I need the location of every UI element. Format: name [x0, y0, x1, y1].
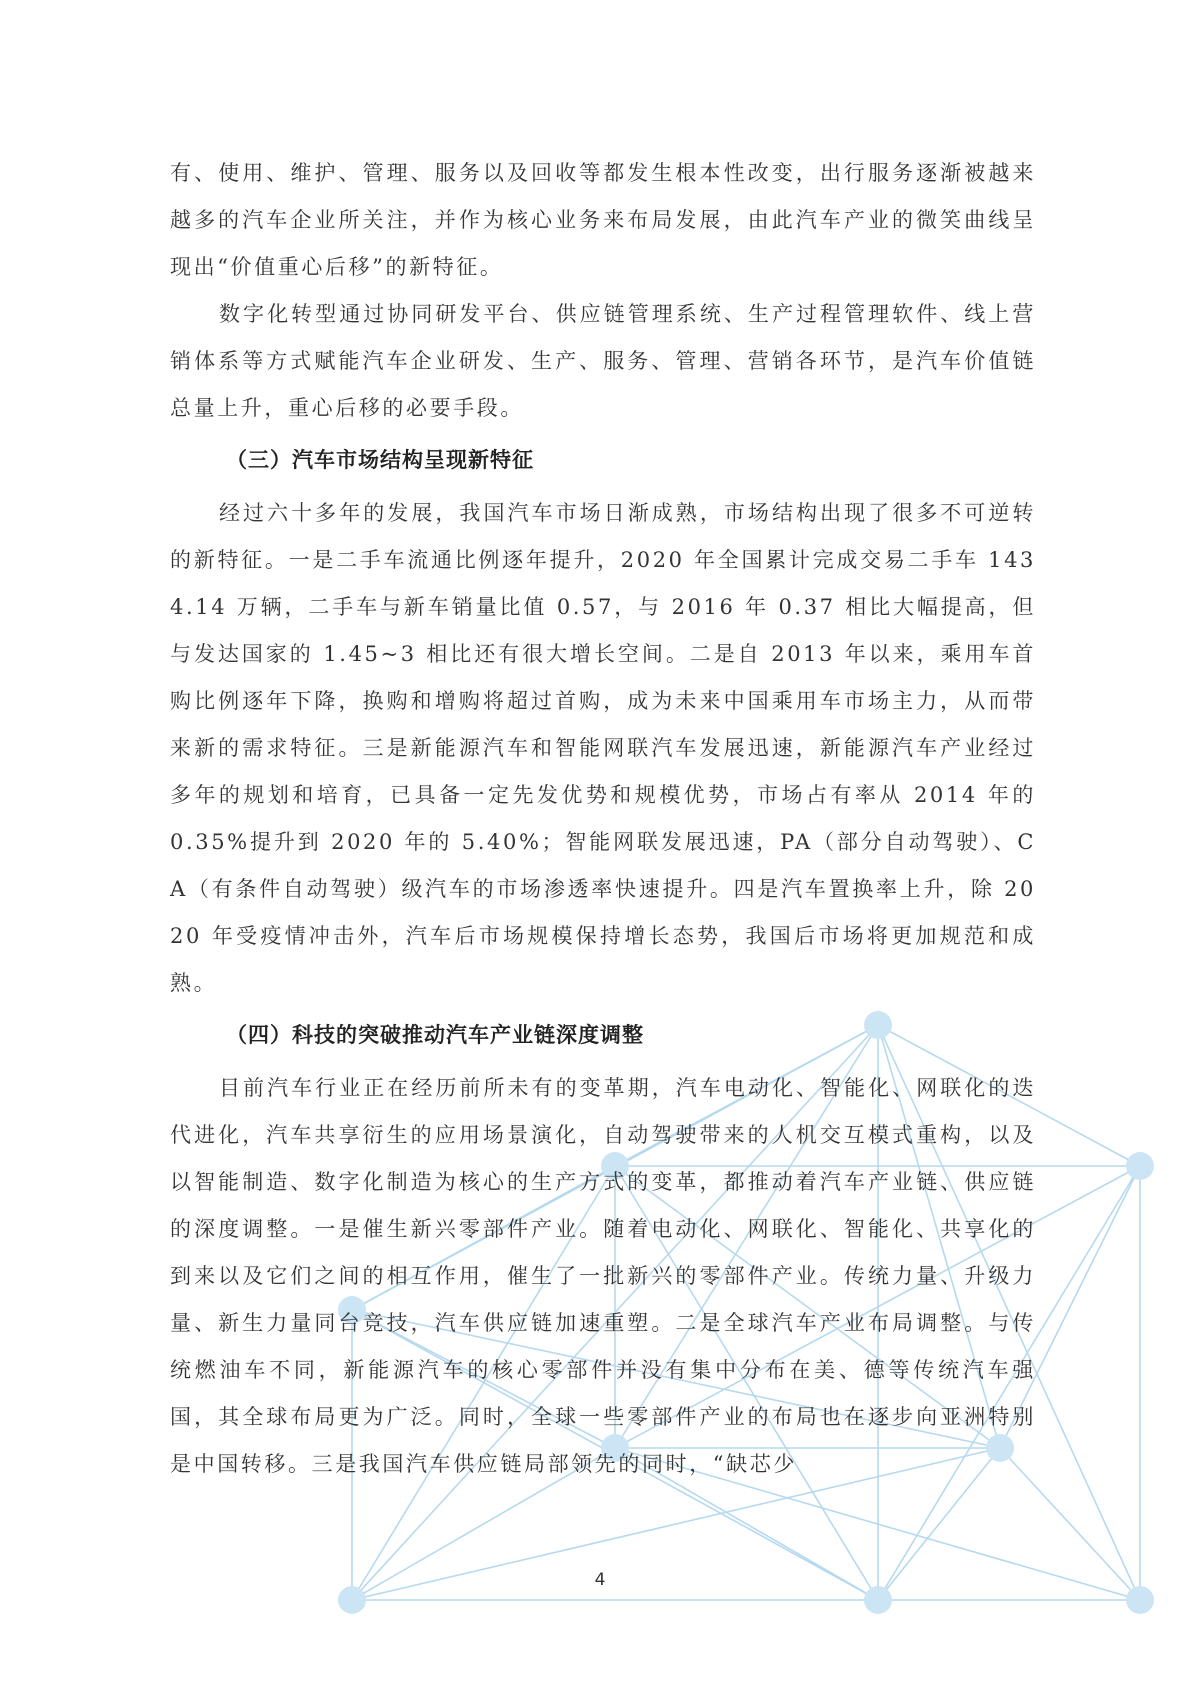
paragraph-continuation: 有、使用、维护、管理、服务以及回收等都发生根本性改变，出行服务逐渐被越来越多的汽车企业所关注，并作为核心业务来布局发展，由此汽车产业的微笑曲线呈现出“价值重心后移”的新特征。: [170, 161, 1036, 279]
network-node: [864, 1586, 892, 1614]
network-node: [1126, 1586, 1154, 1614]
section-heading-4: （四）科技的突破推动汽车产业链深度调整: [226, 1023, 644, 1047]
network-node: [1126, 1152, 1154, 1180]
section-heading-3: （三）汽车市场结构呈现新特征: [226, 448, 534, 472]
page-number: 4: [594, 1570, 606, 1590]
network-node: [338, 1586, 366, 1614]
paragraph-industry-chain: 目前汽车行业正在经历前所未有的变革期，汽车电动化、智能化、网联化的迭代进化，汽车共享衍生的应用场景演化，自动驾驶带来的人机交互模式重构，以及以智能制造、数字化制造为核心的生产方式的变革，都推动着汽车产业链、供应链的深度调整。一是催生新兴零部件产业。随着电动化、网联化、智能化、共享化的到来以及它们之间的相互作用，催生了一批新兴的零部件产业。传统力量、升级力量、新生力量同台竞技，汽车供应链加速重塑。二是全球汽车产业布局调整。与传统燃油车不同，新能源汽车的核心零部件并没有集中分布在美、德等传统汽车强国，其全球布局更为广泛。同时，全球一些零部件产业的布局也在逐步向亚洲特别是中国转移。三是我国汽车供应链局部领先的同时，“缺芯少: [170, 1076, 1036, 1476]
paragraph-market-structure: 经过六十多年的发展，我国汽车市场日渐成熟，市场结构出现了很多不可逆转的新特征。一是二手车流通比例逐年提升，2020 年全国累计完成交易二手车 1434.14 万辆，二手车与新车销量比值 0.57，与 2016 年 0.37 相比大幅提高，但与发达国家的 1.45~3 相比还有很大增长空间。二是自 2013 年以来，乘用车首购比例逐年下降，换购和增购将超过首购，成为未来中国乘用车市场主力，从而带来新的需求特征。三是新能源汽车和智能网联汽车发展迅速，新能源汽车产业经过多年的规划和培育，已具备一定先发优势和规模优势，市场占有率从 2014 年的 0.35%提升到 2020 年的 5.40%；智能网联发展迅速，PA（部分自动驾驶）、CA（有条件自动驾驶）级汽车的市场渗透率快速提升。四是汽车置换率上升，除 2020 年受疫情冲击外，汽车后市场规模保持增长态势，我国后市场将更加规范和成熟。: [170, 501, 1036, 995]
document-page: [170, 150, 1036, 1488]
paragraph-digital-transformation: 数字化转型通过协同研发平台、供应链管理系统、生产过程管理软件、线上营销体系等方式赋能汽车企业研发、生产、服务、管理、营销各环节，是汽车价值链总量上升，重心后移的必要手段。: [170, 302, 1036, 420]
